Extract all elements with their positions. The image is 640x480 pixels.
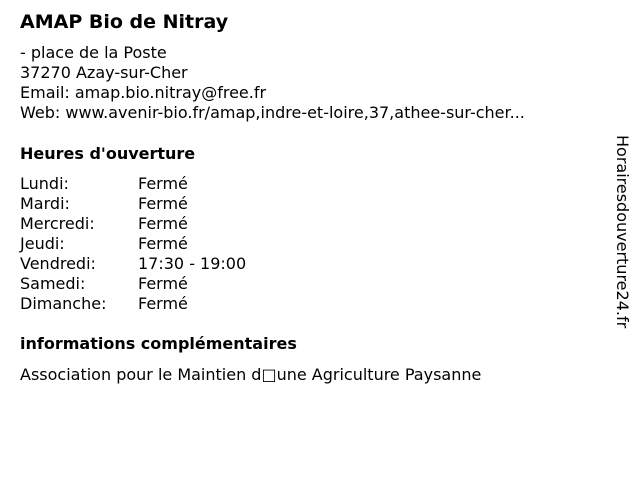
- hours-day: Jeudi:: [20, 234, 65, 253]
- hours-day: Mercredi:: [20, 214, 95, 233]
- hours-value: 17:30 - 19:00: [138, 254, 247, 273]
- hours-value: Fermé: [138, 294, 188, 313]
- address-line: - place de la Poste: [20, 43, 167, 62]
- brand-watermark: Horairesdouverture24.fr: [613, 135, 632, 329]
- hours-day: Vendredi:: [20, 254, 96, 273]
- hours-value: Fermé: [138, 234, 188, 253]
- hours-value: Fermé: [138, 274, 188, 293]
- info-text: Association pour le Maintien d□une Agriculture Paysanne: [20, 365, 482, 384]
- hours-value: Fermé: [138, 174, 188, 193]
- hours-day: Dimanche:: [20, 294, 107, 313]
- info-heading: informations complémentaires: [20, 334, 297, 353]
- hours-value: Fermé: [138, 214, 188, 233]
- city-line: 37270 Azay-sur-Cher: [20, 63, 188, 82]
- web-line: Web: www.avenir-bio.fr/amap,indre-et-loire,37,athee-sur-cher...: [20, 103, 525, 122]
- hours-day: Samedi:: [20, 274, 86, 293]
- hours-day: Lundi:: [20, 174, 69, 193]
- business-name: AMAP Bio de Nitray: [20, 11, 229, 33]
- address-block: [20, 43, 525, 123]
- hours-value: Fermé: [138, 194, 188, 213]
- hours-heading: Heures d'ouverture: [20, 144, 196, 163]
- hours-day: Mardi:: [20, 194, 70, 213]
- email-line: Email: amap.bio.nitray@free.fr: [20, 83, 267, 102]
